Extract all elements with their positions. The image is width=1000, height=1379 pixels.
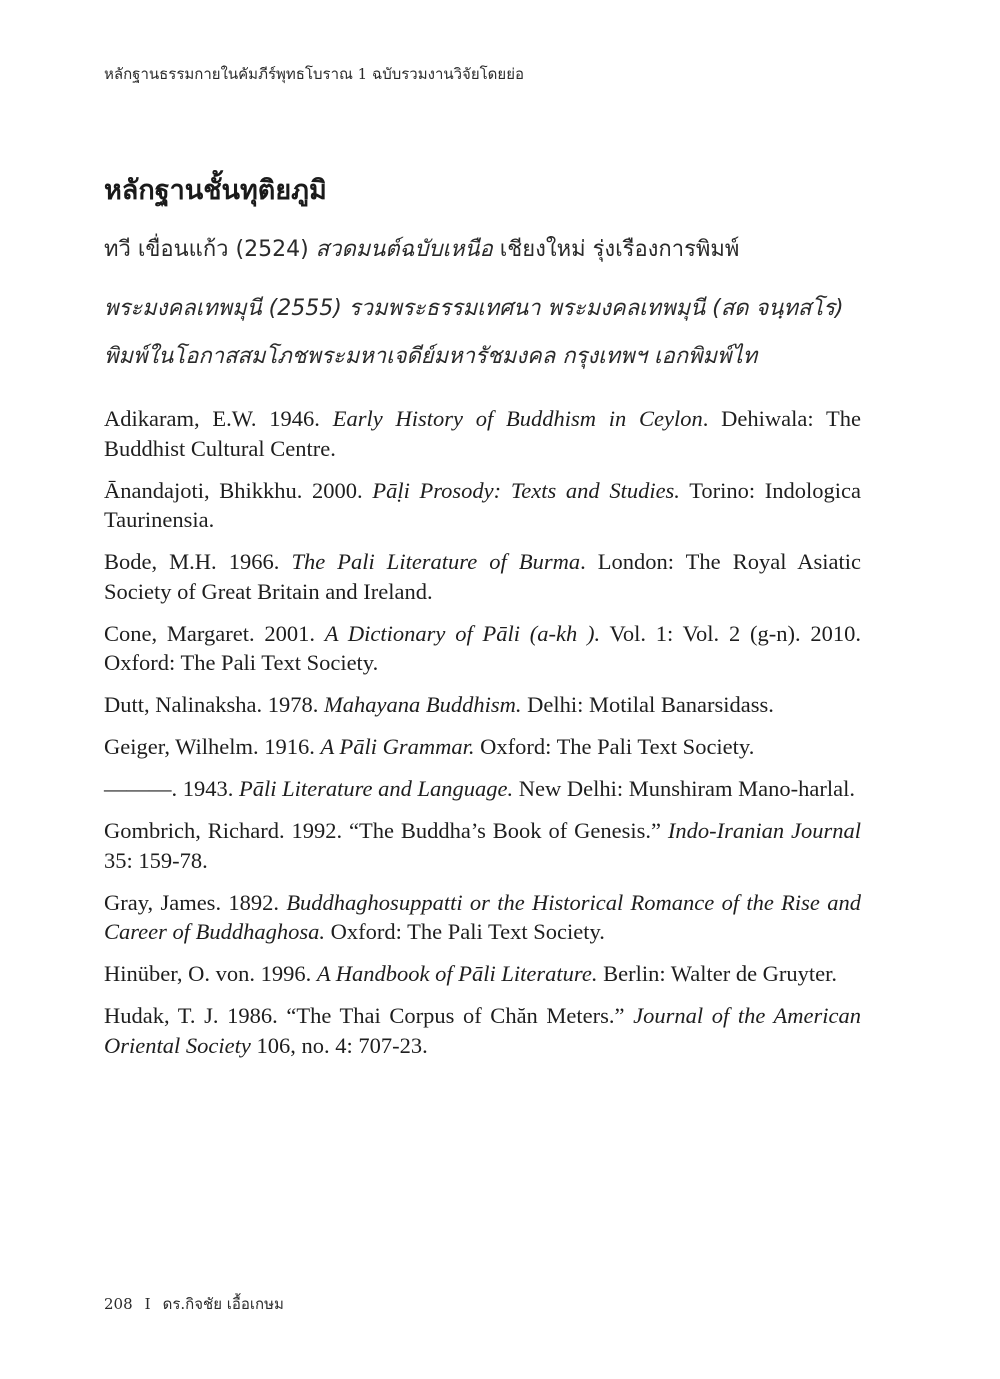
- reference-author: Bode, M.H. 1966.: [104, 549, 292, 574]
- reference-publisher: Oxford: The Pali Text Society.: [474, 734, 755, 759]
- reference-author: Geiger, Wilhelm. 1916.: [104, 734, 321, 759]
- reference-publisher: 106, no. 4: 707-23.: [250, 1032, 428, 1058]
- reference-title: The Pali Literature of Burma: [291, 549, 581, 574]
- reference-publisher: New Delhi: Munshiram Mano-harlal.: [513, 776, 855, 801]
- reference-title: Buddhaghosuppatti or the Historical Romance of the Rise and Career of Buddhaghosa.: [104, 889, 861, 944]
- thai-reference-item: พระมงคลเทพมุนี (2555) รวมพระธรรมเทศนา พระมงคลเทพมุนี (สด จนฺทสโร) พิมพ์ในโอกาสสมโภชพระมหาเจดีย์มหารัชมงคล กรุงเทพฯ เอกพิมพ์ไท: [104, 296, 844, 369]
- thai-ref-author-year: ทวี เขื่อนแก้ว (2524): [104, 237, 316, 262]
- reference-author: Gombrich, Richard. 1992. “The Buddha’s Book of Genesis.”: [104, 818, 668, 843]
- reference-title: A Pāli Grammar.: [320, 734, 475, 759]
- reference-title: Indo-Iranian Journal: [667, 818, 861, 843]
- thai-ref-publisher: เชียงใหม่ รุ่งเรืองการพิมพ์: [492, 237, 740, 262]
- page-number: 208: [104, 1295, 133, 1313]
- footer-author: ดร.กิจชัย เอื้อเกษม: [162, 1295, 284, 1313]
- reference-title: Pāḷi Prosody: Texts and Studies.: [372, 477, 680, 503]
- reference-publisher: Torino: Indologica Taurinensia.: [104, 477, 861, 532]
- section-title: หลักฐานชั้นทุติยภูมิ: [104, 175, 327, 206]
- reference-publisher: Vol. 1: Vol. 2 (g-n). 2010. Oxford: The Pali Text Society.: [104, 620, 862, 675]
- reference-title: A Handbook of Pāli Literature.: [316, 961, 598, 986]
- reference-entry: [104, 476, 861, 535]
- reference-entry: [104, 816, 861, 875]
- reference-entry: [104, 547, 861, 606]
- reference-entry: [104, 959, 861, 989]
- reference-author: Hudak, T. J. 1986. “The Thai Corpus of Chăn Meters.”: [104, 1003, 634, 1028]
- reference-entry: [104, 619, 861, 678]
- reference-publisher: Delhi: Motilal Banarsidass.: [521, 692, 774, 717]
- reference-title: Early History of Buddhism in Ceylon: [332, 406, 703, 431]
- reference-publisher: . London: The Royal Asiatic Society of Great Britain and Ireland.: [104, 549, 862, 604]
- reference-entry: [104, 732, 861, 762]
- reference-publisher: Berlin: Walter de Gruyter.: [597, 961, 838, 986]
- reference-publisher: Oxford: The Pali Text Society.: [325, 919, 605, 944]
- page-footer: [104, 1292, 284, 1316]
- reference-author: Hinüber, O. von. 1996.: [104, 961, 317, 986]
- reference-title: Mahayana Buddhism.: [323, 692, 522, 717]
- thai-reference-item: [104, 226, 864, 274]
- running-header: หลักฐานธรรมกายในคัมภีร์พุทธโบราณ 1 ฉบับรวมงานวิจัยโดยย่อ: [104, 65, 525, 83]
- reference-author: Cone, Margaret. 2001.: [104, 620, 325, 646]
- reference-entry: [104, 774, 861, 804]
- reference-entry: [104, 690, 861, 720]
- reference-author: Ānandajoti, Bhikkhu. 2000.: [104, 477, 373, 503]
- reference-entry: [104, 888, 861, 947]
- reference-author: ———. 1943.: [104, 776, 239, 801]
- reference-entry: [104, 404, 861, 463]
- reference-author: Dutt, Nalinaksha. 1978.: [104, 692, 324, 717]
- reference-list: [104, 404, 861, 1073]
- reference-publisher: 35: 159-78.: [104, 847, 208, 873]
- reference-title: A Dictionary of Pāli (a-kh ).: [324, 620, 601, 646]
- reference-entry: [104, 1001, 861, 1060]
- footer-separator: I: [144, 1295, 151, 1313]
- reference-title: Journal of the American Oriental Society: [104, 1003, 861, 1058]
- reference-author: Adikaram, E.W. 1946.: [104, 406, 333, 431]
- reference-author: Gray, James. 1892.: [104, 889, 287, 915]
- reference-title: Pāli Literature and Language.: [239, 776, 514, 801]
- reference-publisher: . Dehiwala: The Buddhist Cultural Centre.: [104, 406, 861, 461]
- thai-ref-title: สวดมนต์ฉบับเหนือ: [315, 237, 493, 262]
